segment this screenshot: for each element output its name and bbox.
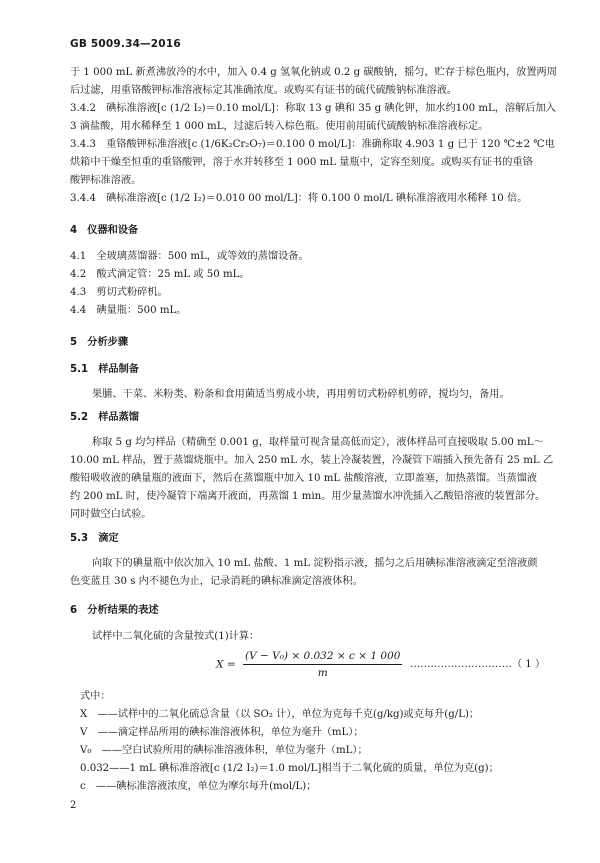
paragraph-line: 后过滤，用重铬酸钾标准溶液标定其准确浓度。或购买有证书的硫代硫酸钠标准溶液。 [70,85,458,96]
variable-definition: V₀ ——空白试验所用的碘标准溶液体积，单位为毫升（mL）； [80,745,368,756]
paragraph-line: 同时做空白试验。 [70,509,152,520]
paragraph-line: 试样中二氧化硫的含量按式(1)计算： [92,631,260,642]
paragraph-line: 果脯、干菜、米粉类、粉条和食用菌适当剪成小块，再用剪切式粉碎机剪碎，搅均匀，备用。 [92,389,510,400]
subsection-heading-5-3: 5.3 滴定 [70,533,119,544]
section-heading-6: 6 分析结果的表述 [70,605,159,616]
clause-4-3: 4.3 剪切式粉碎机。 [70,287,168,298]
paragraph-line: 酸铅吸收液的碘量瓶的液面下，然后在蒸馏瓶中加入 10 mL 盐酸溶液，立即盖塞，加热蒸馏。当蒸馏液 [70,473,537,484]
paragraph-line: 色变蓝且 30 s 内不褪色为止，记录消耗的碘标准滴定溶液体积。 [70,576,363,587]
variable-definition: V ——滴定样品所用的碘标准溶液体积，单位为毫升（mL）； [80,727,364,738]
paragraph-line: 烘箱中干燥至恒重的重铬酸钾，溶于水并转移至 1 000 mL 量瓶中，定容至刻度。或购买有证书的重铬 [70,157,533,168]
clause-3-4-2: 3.4.2 碘标准溶液[c (1/2 I₂)＝0.10 mol/L]：称取 13 g 碘和 35 g 碘化钾，加水约100 mL，溶解后加入 [70,103,556,114]
page-number: 2 [70,800,77,811]
paragraph-line: 约 200 mL 时，使冷凝管下端离开液面，再蒸馏 1 min。用少量蒸馏水冲洗插入乙酸铅溶液的装置部分。 [70,491,546,502]
paragraph-line: 10.00 mL 样品，置于蒸馏烧瓶中。加入 250 mL 水，装上冷凝装置，冷凝管下端插入预先备有 25 mL 乙 [70,455,554,466]
subsection-heading-5-2: 5.2 样品蒸馏 [70,412,139,423]
equation-1 [216,650,402,679]
paragraph-line: 3 滴盐酸，用水稀释至 1 000 mL，过滤后转入棕色瓶。使用前用硫代硫酸钠标准溶液标定。 [70,121,489,132]
document-header: GB 5009.34—2016 [70,38,181,50]
paragraph-line: 称取 5 g 均匀样品（精确至 0.001 g，取样量可视含量高低而定），液体样品可直接吸取 5.00 mL～ [92,437,544,448]
paragraph-line: 于 1 000 mL 新煮沸放冷的水中，加入 0.4 g 氢氧化钠或 0.2 g 碳酸钠，摇匀，贮存于棕色瓶内，放置两周 [70,67,557,78]
section-heading-4: 4 仪器和设备 [70,225,139,236]
clause-3-4-4: 3.4.4 碘标准溶液[c (1/2 I₂)＝0.010 00 mol/L]：将 0.100 0 mol/L 碘标准溶液用水稀释 10 倍。 [70,193,528,204]
where-label: 式中： [80,691,111,702]
formula-numerator: (V − V₀) × 0.032 × c × 1 000 [243,650,402,665]
clause-4-4: 4.4 碘量瓶：500 mL。 [70,305,187,316]
formula-denominator: m [317,667,328,679]
variable-definition: c ——碘标准溶液浓度，单位为摩尔每升(mol/L)； [80,781,317,792]
formula-lhs: X = [216,658,236,671]
paragraph-line: 酸钾标准溶液。 [70,175,142,186]
formula-fraction [243,650,402,679]
section-heading-5: 5 分析步骤 [70,337,129,348]
clause-4-1: 4.1 全玻璃蒸馏器：500 mL，或等效的蒸馏设备。 [70,251,309,262]
paragraph-line: 向取下的碘量瓶中依次加入 10 mL 盐酸、1 mL 淀粉指示液，摇匀之后用碘标准溶液滴定至溶液颜 [92,558,538,569]
clause-3-4-3: 3.4.3 重铬酸钾标准溶液[c (1/6K₂Cr₂O₇)＝0.100 0 mol/L]：准确称取 4.903 1 g 已于 120 ℃±2 ℃电 [70,139,555,150]
variable-definition: 0.032——1 mL 碘标准溶液[c (1/2 I₂)＝1.0 mol/L]相当于二氧化硫的质量，单位为克(g)； [80,763,499,774]
clause-4-2: 4.2 酸式滴定管：25 mL 或 50 mL。 [70,269,250,280]
subsection-heading-5-1: 5.1 样品制备 [70,364,139,375]
variable-definition: X ——试样中的二氧化硫总含量（以 SO₂ 计），单位为克每千克(g/kg)或克每升(g/L)； [80,709,480,720]
equation-number: …………………………（ 1 ） [410,659,546,670]
